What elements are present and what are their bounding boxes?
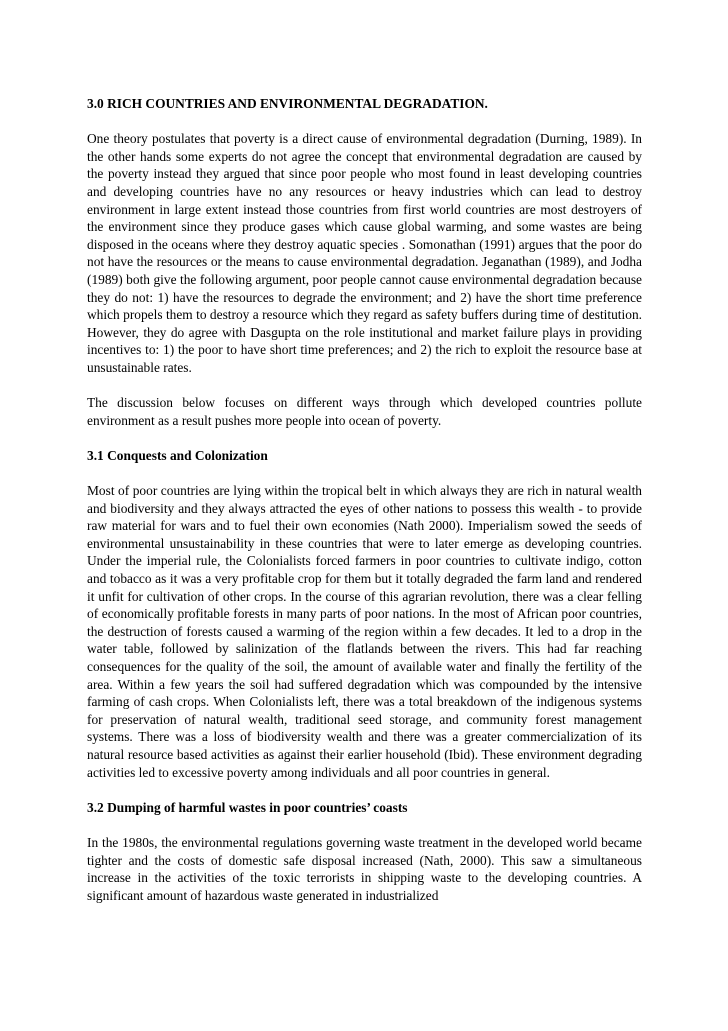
intro-paragraph: One theory postulates that poverty is a direct cause of environmental degradation (Durning, 1989). In the other hands some experts do not agree the concept that environmental degradation are caused by the poverty instead they argued that since poor people who most found in least developing countries and developing countries have no any resources or heavy industries which can lead to destroy environment in large extent instead those countries from first world countries are most destroyers of the environment since they produce gases which cause global warming, and some wastes are being disposed in the oceans where they destroy aquatic species . Somonathan (1991) argues that the poor do not have the resources or the means to cause environmental degradation. Jeganathan (1989), and Jodha (1989) both give the following argument, poor people cannot cause environmental degradation because they do not: 1) have the resources to degrade the environment; and 2) have the short time preference which propels them to destroy a resource which they regard as safety buffers during time of destitution. However, they do agree with Dasgupta on the role institutional and market failure plays in providing incentives to: 1) the poor to have short time preferences; and 2) the rich to exploit the resource base at unsustainable rates.: [87, 131, 642, 375]
discussion-paragraph: The discussion below focuses on different ways through which developed countries pollute environment as a result pushes more people into ocean of poverty.: [87, 395, 642, 428]
section-3-2-paragraph: In the 1980s, the environmental regulations governing waste treatment in the developed world became tighter and the costs of domestic safe disposal increased (Nath, 2000). This saw a simultaneous increase in the activities of the toxic terrorists in shipping waste to the developing countries. A significant amount of hazardous waste generated in industrialized: [87, 834, 642, 903]
section-title: 3.0 RICH COUNTRIES AND ENVIRONMENTAL DEGRADATION.: [87, 96, 488, 111]
section-3-1-paragraph: Most of poor countries are lying within the tropical belt in which always they are rich in natural wealth and biodiversity and they always attracted the eyes of other nations to possess this wealth - to provide raw material for wars and to fuel their own economies (Nath 2000). Imperialism sowed the seeds of environmental unsustainability in these countries that were to later emerge as developing countries. Under the imperial rule, the Colonialists forced farmers in poor countries to cultivate indigo, cotton and tobacco as it was a very profitable crop for them but it totally degraded the farm land and rendered it unfit for cultivation of other crops. In the course of this agrarian revolution, there was a clear felling of economically profitable forests in many parts of poor nations. In the most of African poor countries, the destruction of forests caused a warming of the region within a few decades. It led to a drop in the water table, followed by salinization of the flatlands between the rivers. This had far reaching consequences for the quality of the soil, the amount of available water and finally the fertility of the area. Within a few years the soil had suffered degradation which was compounded by the intensive farming of cash crops. When Colonialists left, there was a total breakdown of the indigenous systems for preservation of natural wealth, traditional seed storage, and community forest management systems. There was a loss of biodiversity wealth and there was a greater commercialization of its natural resource based activities as against their earlier household (Ibid). These environment degrading activities led to excessive poverty among individuals and all poor countries in general.: [87, 483, 642, 780]
document-page: [87, 95, 642, 922]
section-3-2-heading: 3.2 Dumping of harmful wastes in poor countries’ coasts: [87, 799, 408, 815]
section-3-1-heading: 3.1 Conquests and Colonization: [87, 447, 268, 463]
